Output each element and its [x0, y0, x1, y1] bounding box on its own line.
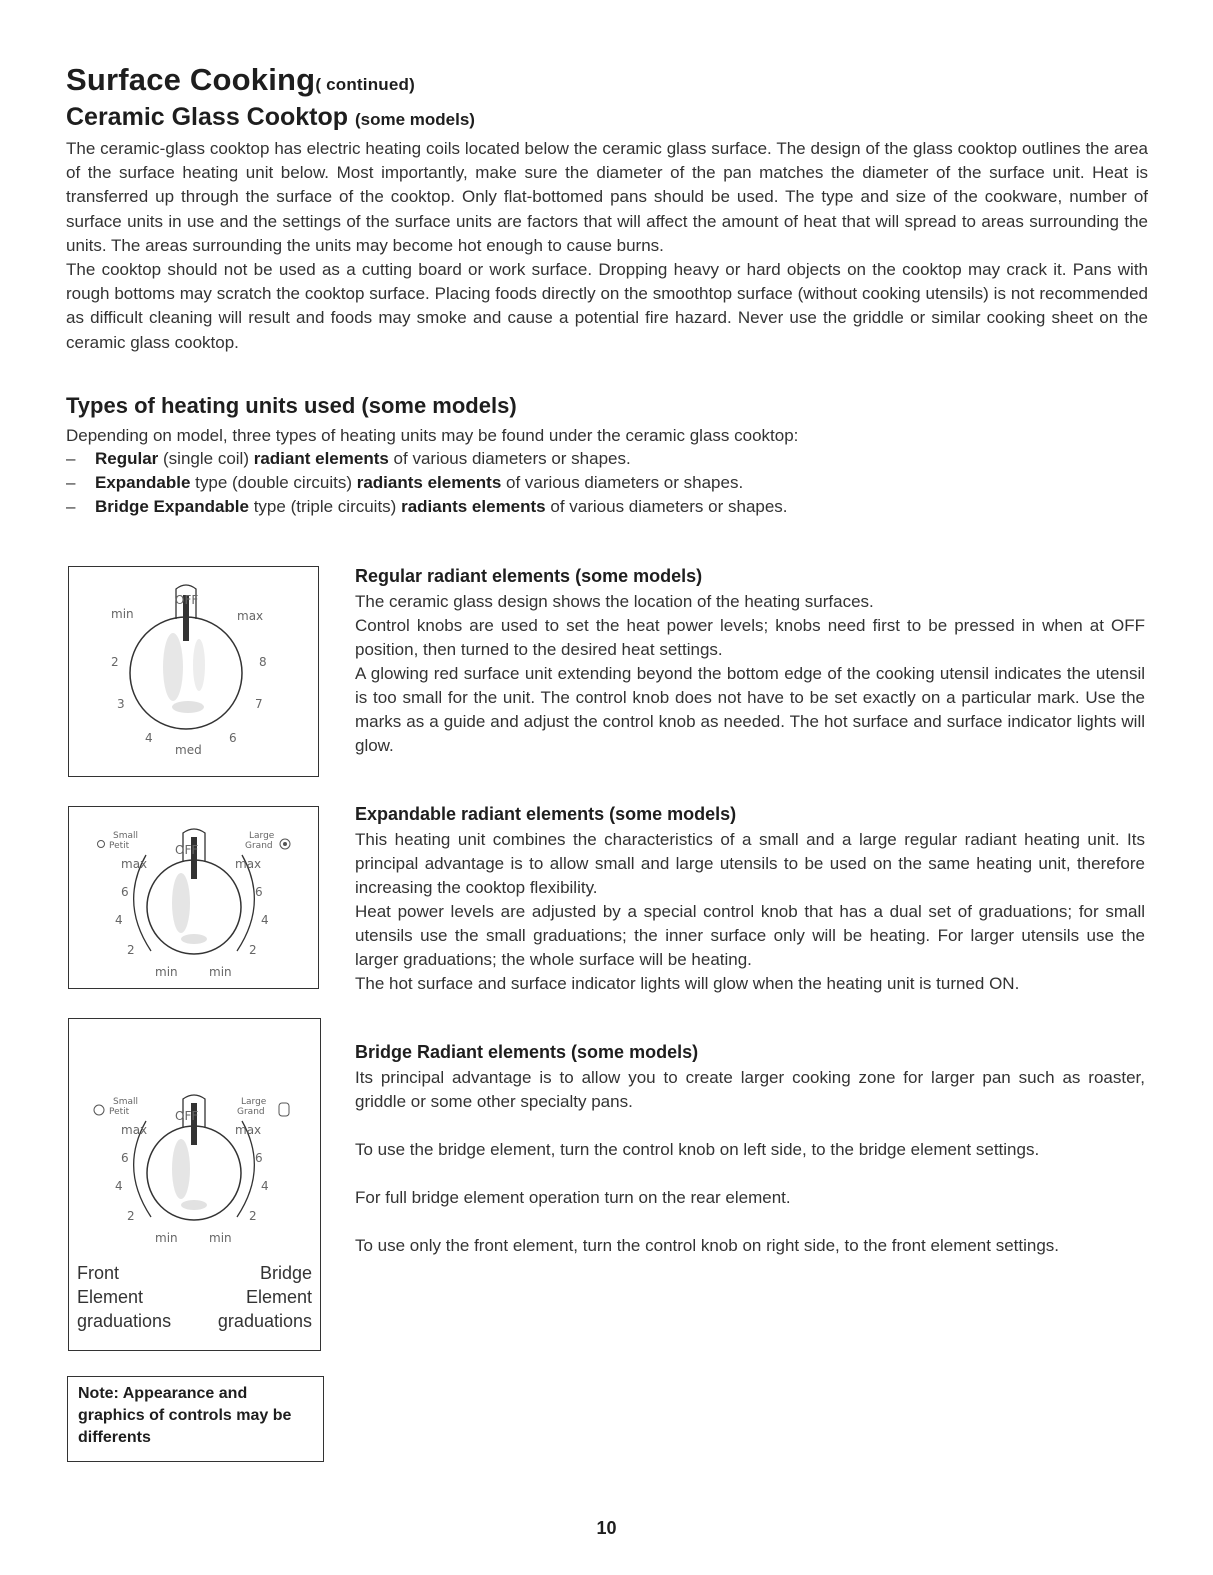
dial-label-max: max — [237, 609, 264, 623]
dial-label-min-left: min — [155, 1231, 178, 1245]
dial-label-2-left: 2 — [127, 1209, 135, 1223]
dial-label-6-left: 6 — [121, 885, 129, 899]
dial-label-4: 4 — [145, 731, 153, 745]
caption-line: Bridge — [259, 1263, 312, 1283]
list-bold: radiants elements — [356, 473, 502, 492]
list-bold: radiants elements — [401, 497, 546, 516]
dial-label-min-left: min — [155, 965, 178, 979]
dial-label-2-left: 2 — [127, 943, 135, 957]
dial-label-6: 6 — [229, 731, 237, 745]
dial-label-3: 3 — [117, 697, 125, 711]
page-title — [66, 62, 415, 98]
list-bold: radiant elements — [253, 449, 389, 468]
dial-label-6-left: 6 — [121, 1151, 129, 1165]
list-bold: Bridge Expandable — [95, 497, 249, 516]
list-dash: – — [66, 473, 76, 492]
dial-label-6-right: 6 — [255, 885, 263, 899]
list-item — [66, 447, 788, 471]
caption-line: Element — [245, 1287, 312, 1307]
dial-label-off: OFF — [175, 593, 199, 607]
list-item — [66, 495, 788, 519]
intro-paragraph-1: The ceramic-glass cooktop has electric heating coils located below the ceramic glass surface. The design of the glass cooktop outlines the area of the surface heating unit below. Most importantly, make sure the diameter of the pan matches the diameter of the surface unit. Heat is transferred up through the surface of the cooktop. Only flat-bottomed pans should be used. The type and size of the cookware, number of surface units in use and the settings of the surface units are factors that will affect the amount of heat that will spread to areas surrounding the units. The areas surrounding the units may become hot enough to cause burns. — [66, 139, 1148, 255]
note-box: Note: Appearance and graphics of controls may be differents — [67, 1376, 324, 1462]
bridge-knob-icon — [69, 1019, 319, 1259]
caption-front-graduations — [77, 1261, 171, 1333]
caption-line: graduations — [77, 1311, 172, 1331]
section-title — [66, 103, 475, 132]
regular-title: Regular radiant elements (some models) — [355, 566, 703, 586]
dial-label-4-right: 4 — [261, 913, 269, 927]
dial-label-grand: Grand — [245, 841, 273, 851]
page-title-suffix: ( continued) — [315, 75, 415, 94]
dial-label-off: OFF — [175, 843, 199, 857]
dial-label-large: Large — [249, 831, 275, 841]
list-text: type (double circuits) — [190, 473, 357, 492]
dial-label-min-right: min — [209, 965, 232, 979]
dial-label-8: 8 — [259, 655, 267, 669]
page-number: 10 — [596, 1518, 617, 1538]
regular-body — [355, 590, 1145, 758]
dial-label-6-right: 6 — [255, 1151, 263, 1165]
dial-label-7: 7 — [255, 697, 263, 711]
caption-line: Front — [77, 1263, 120, 1283]
dial-label-4-left: 4 — [115, 1179, 123, 1193]
dial-label-petit: Petit — [109, 1107, 130, 1117]
dial-label-max-left: max — [121, 1123, 148, 1137]
dial-label-small: Small — [113, 1097, 138, 1107]
dial-label-med: med — [175, 743, 202, 757]
caption-bridge-graduations — [218, 1261, 312, 1333]
bridge-dial-figure — [68, 1018, 321, 1351]
dial-label-grand: Grand — [237, 1107, 265, 1117]
page-title-text: Surface Cooking — [66, 62, 316, 97]
list-bold: Expandable — [95, 473, 191, 492]
bridge-paragraph: For full bridge element operation turn on the rear element. — [355, 1188, 791, 1207]
section-title-suffix: (some models) — [354, 110, 475, 129]
bridge-paragraph: Its principal advantage is to allow you to create larger cooking zone for larger pan such as roaster, griddle or some other specialty pans. — [355, 1068, 1145, 1111]
regular-paragraph: The ceramic glass design shows the location of the heating surfaces. — [355, 592, 874, 611]
list-dash: – — [66, 449, 76, 468]
list-dash: – — [66, 497, 76, 516]
dial-label-2-right: 2 — [249, 943, 257, 957]
dial-label-large: Large — [241, 1097, 267, 1107]
list-item — [66, 471, 788, 495]
bridge-paragraph: To use only the front element, turn the control knob on right side, to the front element settings. — [355, 1236, 1060, 1255]
dial-label-max-left: max — [121, 857, 148, 871]
intro-paragraph-2: The cooktop should not be used as a cutting board or work surface. Dropping heavy or hard objects on the cooktop may crack it. Pans with rough bottoms may scratch the cooktop surface. Placing foods directly on the smoothtop surface (without cooking utensils) is not recommended as difficult cleaning will result and foods may smoke and cause a potential fire hazard. Never use the griddle or similar cooking sheet on the ceramic glass cooktop. — [66, 260, 1148, 352]
regular-paragraph: A glowing red surface unit extending beyond the bottom edge of the cooking utensil indicates the utensil is too small for the unit. The control knob does not have to be set exactly on a particular mark. Use the marks as a guide and adjust the control knob as needed. The hot surface and surface indicator lights will glow. — [355, 664, 1145, 755]
dial-label-small: Small — [113, 831, 138, 841]
bridge-paragraph: To use the bridge element, turn the control knob on left side, to the bridge element settings. — [355, 1140, 1040, 1159]
list-text: of various diameters or shapes. — [388, 449, 631, 468]
dial-label-min: min — [111, 607, 134, 621]
bridge-body — [355, 1066, 1145, 1258]
types-list — [66, 447, 788, 519]
list-text: (single coil) — [158, 449, 254, 468]
dial-label-4-right: 4 — [261, 1179, 269, 1193]
list-text: of various diameters or shapes. — [545, 497, 788, 516]
section-title-text: Ceramic Glass Cooktop — [66, 103, 349, 131]
dial-label-2: 2 — [111, 655, 119, 669]
list-text: type (triple circuits) — [248, 497, 402, 516]
expandable-knob-icon — [69, 807, 317, 987]
list-text: of various diameters or shapes. — [501, 473, 744, 492]
dial-label-2-right: 2 — [249, 1209, 257, 1223]
intro-text — [66, 137, 1148, 355]
list-bold: Regular — [95, 449, 159, 468]
dial-label-off: OFF — [175, 1109, 199, 1123]
expandable-paragraph: Heat power levels are adjusted by a special control knob that has a dual set of graduations; for small utensils use the small graduations; the inner surface only will be heating. For larger utensils use the larger graduations; the whole surface will be heating. — [355, 902, 1145, 969]
dial-label-4-left: 4 — [115, 913, 123, 927]
dial-label-max-right: max — [235, 857, 262, 871]
expandable-body — [355, 828, 1145, 996]
regular-paragraph: Control knobs are used to set the heat power levels; knobs need first to be pressed in when at OFF position, then turned to the desired heat settings. — [355, 616, 1145, 659]
expandable-dial-figure — [68, 806, 319, 989]
types-heading: Types of heating units used (some models) — [66, 393, 517, 418]
expandable-paragraph: This heating unit combines the characteristics of a small and a large regular radiant heating unit. Its principal advantage is to allow small and large utensils to be used on the same heating unit, therefore increasing the cooktop flexibility. — [355, 830, 1145, 897]
caption-line: graduations — [217, 1311, 312, 1331]
types-intro: Depending on model, three types of heating units may be found under the ceramic glass cooktop: — [66, 426, 799, 445]
dial-label-max-right: max — [235, 1123, 262, 1137]
regular-dial-figure — [68, 566, 319, 777]
dial-label-petit: Petit — [109, 841, 130, 851]
dial-label-min-right: min — [209, 1231, 232, 1245]
caption-line: Element — [77, 1287, 144, 1307]
bridge-title: Bridge Radiant elements (some models) — [355, 1042, 699, 1062]
expandable-paragraph: The hot surface and surface indicator lights will glow when the heating unit is turned ON. — [355, 974, 1020, 993]
expandable-title: Expandable radiant elements (some models) — [355, 804, 737, 824]
